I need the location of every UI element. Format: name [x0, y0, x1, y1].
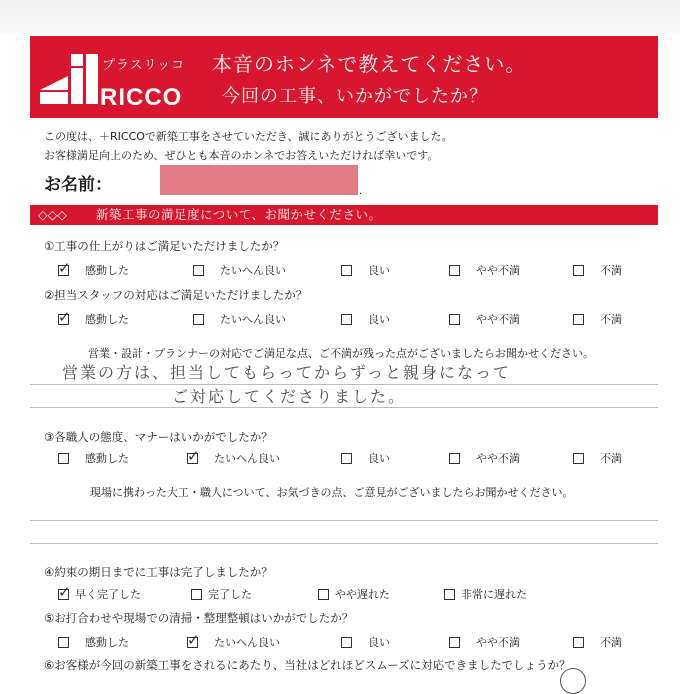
q2-comment-prompt: 営業・設計・プランナーの対応でご満足な点、ご不満が残った点がございましたらお聞かせください。: [88, 347, 594, 360]
check-mark-icon: ✓: [58, 258, 71, 277]
q5-option-4[interactable]: [449, 634, 520, 650]
checkbox[interactable]: [573, 637, 584, 648]
q3-option-1[interactable]: [58, 450, 129, 466]
checkbox[interactable]: [449, 314, 460, 325]
circle-mark-icon: [560, 668, 586, 694]
comment-rule: [30, 520, 658, 521]
intro-line-2: お客様満足向上のため、ぜひとも本音のホンネでお答えいただければ幸いです。: [44, 149, 439, 162]
check-mark-icon: ✓: [58, 307, 71, 326]
option-label: 不満: [600, 636, 622, 649]
diamond-icons: ◇◇◇: [38, 207, 67, 222]
q5-question: ⑤お打合わせや現場での清掃・整理整頓はいかがでしたか？: [44, 611, 354, 625]
option-label: 不満: [600, 313, 622, 326]
option-label: やや不満: [476, 264, 520, 277]
q3-option-3[interactable]: [341, 450, 390, 466]
q1-option-3[interactable]: [341, 262, 390, 278]
option-label: たいへん良い: [220, 264, 286, 277]
checkbox[interactable]: [191, 589, 202, 600]
q3-comment-prompt: 現場に携わった大工・職人について、お気づきの点、ご意見がございましたらお聞かせください。: [90, 486, 574, 499]
checkbox[interactable]: [187, 446, 200, 465]
checkbox[interactable]: [449, 453, 460, 464]
option-label: たいへん良い: [214, 452, 280, 465]
option-label: たいへん良い: [220, 313, 286, 326]
checkbox[interactable]: [193, 314, 204, 325]
comment-rule: [30, 543, 658, 544]
q4-option-4[interactable]: [444, 586, 527, 602]
option-label: 不満: [600, 264, 622, 277]
q5-option-2[interactable]: [187, 630, 280, 650]
q6-question: ⑥お客様が今回の新築工事をされるにあたり、当社はどれほどスムーズに対応できましたでしょうか？: [44, 658, 571, 672]
checkbox[interactable]: [318, 589, 329, 600]
brand-name: RICCO: [100, 84, 183, 111]
headline-1: 本音のホンネで教えてください。: [212, 52, 527, 76]
q3-option-4[interactable]: [449, 450, 520, 466]
checkbox[interactable]: [58, 582, 71, 601]
q5-option-3[interactable]: [341, 634, 390, 650]
q2-option-3[interactable]: [341, 311, 390, 327]
option-label: 完了した: [208, 588, 252, 601]
option-label: 良い: [368, 452, 390, 465]
q3-option-5[interactable]: [573, 450, 622, 466]
q4-option-3[interactable]: [318, 586, 390, 602]
option-label: やや不満: [476, 452, 520, 465]
option-label: 感動した: [85, 313, 129, 326]
q2-option-2[interactable]: [193, 311, 286, 327]
option-label: 良い: [368, 313, 390, 326]
q1-question: ①工事の仕上がりはご満足いただけましたか？: [44, 239, 285, 253]
q1-option-4[interactable]: [449, 262, 520, 278]
checkbox[interactable]: [573, 314, 584, 325]
checkbox[interactable]: [58, 258, 71, 277]
option-label: 感動した: [85, 264, 129, 277]
intro-line-1: この度は、＋RICCOで新築工事をさせていただき、誠にありがとうございました。: [44, 130, 453, 143]
checkbox[interactable]: [444, 589, 455, 600]
q1-option-2[interactable]: [193, 262, 286, 278]
name-dot: .: [359, 186, 363, 197]
checkbox[interactable]: [573, 453, 584, 464]
q2-question: ②担当スタッフの対応はご満足いただけましたか？: [44, 288, 308, 302]
q5-option-5[interactable]: [573, 634, 622, 650]
q2-option-5[interactable]: [573, 311, 622, 327]
checkbox[interactable]: [341, 453, 352, 464]
option-label: 感動した: [85, 636, 129, 649]
q4-option-1[interactable]: [58, 582, 141, 602]
q3-question: ③各職人の態度、マナーはいかがでしたか？: [44, 430, 273, 444]
checkbox[interactable]: [449, 265, 460, 276]
option-label: 良い: [368, 636, 390, 649]
option-label: 感動した: [85, 452, 129, 465]
option-label: 早く完了した: [75, 588, 141, 601]
q5-option-1[interactable]: [58, 634, 129, 650]
section-header: [30, 205, 658, 225]
checkbox[interactable]: [58, 453, 69, 464]
name-redaction: [160, 165, 358, 195]
option-label: 不満: [600, 452, 622, 465]
comment-rule: [30, 407, 658, 408]
section-title: 新築工事の満足度について、お聞かせください。: [96, 207, 382, 222]
check-mark-icon: ✓: [187, 446, 200, 465]
name-label: お名前：: [44, 175, 112, 195]
q4-option-2[interactable]: [191, 586, 252, 602]
checkbox[interactable]: [573, 265, 584, 276]
q2-comment-line-2[interactable]: ご対応してくださりました。: [172, 387, 407, 406]
checkbox[interactable]: [341, 314, 352, 325]
checkbox[interactable]: [193, 265, 204, 276]
q1-option-5[interactable]: [573, 262, 622, 278]
check-mark-icon: ✓: [187, 630, 200, 649]
q1-option-1[interactable]: [58, 258, 129, 278]
option-label: やや不満: [476, 313, 520, 326]
option-label: 非常に遅れた: [461, 588, 527, 601]
checkbox[interactable]: [449, 637, 460, 648]
checkbox[interactable]: [341, 265, 352, 276]
brand-kana: プラスリッコ: [102, 58, 186, 73]
scan-edge: [0, 0, 680, 34]
q3-option-2[interactable]: [187, 446, 280, 466]
q2-option-4[interactable]: [449, 311, 520, 327]
check-mark-icon: ✓: [58, 582, 71, 601]
option-label: やや不満: [476, 636, 520, 649]
headline-2: 今回の工事、いかがでしたか？: [222, 86, 488, 107]
option-label: 良い: [368, 264, 390, 277]
option-label: たいへん良い: [214, 636, 280, 649]
q4-question: ④約束の期日までに工事は完了しましたか？: [44, 565, 273, 579]
q2-option-1[interactable]: [58, 307, 129, 327]
checkbox[interactable]: [58, 637, 69, 648]
checkbox[interactable]: [341, 637, 352, 648]
option-label: やや遅れた: [335, 588, 390, 601]
checkbox[interactable]: [58, 307, 71, 326]
checkbox[interactable]: [187, 630, 200, 649]
q2-comment-line-1[interactable]: 営業の方は、担当してもらってからずっと親身になって: [62, 363, 512, 382]
